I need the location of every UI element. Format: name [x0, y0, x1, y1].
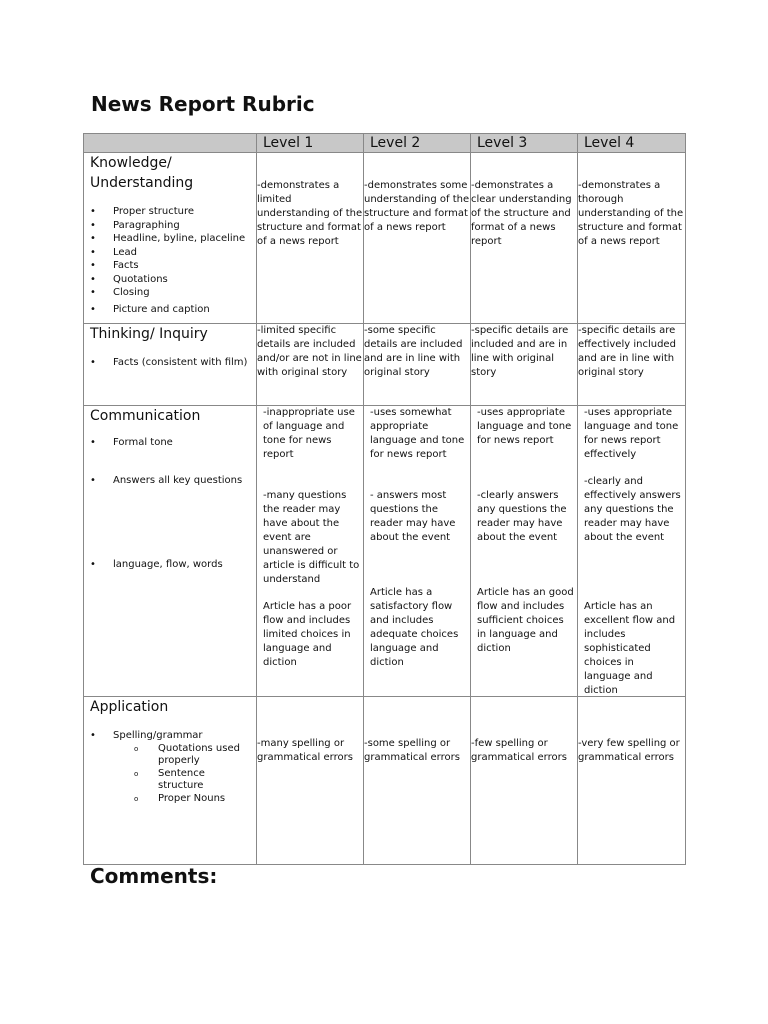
criteria-item: • Formal tone: [84, 436, 256, 450]
descriptor-text: -uses somewhat appropriate language and tone for news report: [370, 407, 465, 460]
category-cell: [84, 153, 257, 324]
criteria-item: • Quotations: [84, 273, 256, 287]
category-cell: [84, 324, 257, 406]
descriptor-cell: [471, 406, 578, 697]
descriptor-text: -inappropriate use of language and tone for news report: [263, 407, 355, 460]
criteria-item: • Proper structure: [84, 205, 256, 219]
category-title: Application: [90, 699, 169, 715]
criteria-item: • Paragraphing: [84, 219, 256, 233]
descriptor-text: Article has a satisfactory flow and includes adequate choices language and diction: [370, 587, 459, 668]
descriptor-cell: [257, 324, 364, 406]
descriptor-text: -uses appropriate language and tone for news report effectively: [584, 407, 679, 460]
category-title: Thinking/ Inquiry: [90, 326, 208, 342]
rubric-row-thinking: [84, 324, 686, 406]
criteria-list: [84, 205, 256, 316]
level-header: Level 3: [471, 134, 578, 153]
criteria-item: • Facts: [84, 259, 256, 273]
descriptor-text: -specific details are effectively included and are in line with original story: [578, 325, 676, 378]
criteria-list: [84, 436, 256, 572]
descriptor-text: -demonstrates some understanding of the structure and format of a news report: [364, 180, 470, 233]
header-row: [84, 134, 686, 153]
descriptor-text: -demonstrates a limited understanding of the structure and format of a news report: [257, 180, 363, 247]
subcriteria-item: o Sentence structure: [84, 768, 256, 793]
descriptor-text: -limited specific details are included and/or are not in line with original story: [257, 325, 362, 378]
descriptor-text: -demonstrates a thorough understanding of the structure and format of a news report: [578, 180, 684, 247]
descriptor-cell: [257, 406, 364, 697]
descriptor-cell: [578, 153, 686, 324]
subcriteria-list: [84, 743, 256, 806]
descriptor-cell: [471, 324, 578, 406]
descriptor-text: -specific details are included and are in line with original story: [471, 325, 569, 378]
header-corner: [84, 134, 257, 153]
level-header: Level 4: [578, 134, 686, 153]
criteria-item: • Answers all key questions: [84, 474, 256, 488]
descriptor-text: -very few spelling or grammatical errors: [578, 738, 680, 763]
descriptor-text: Article has a poor flow and includes limited choices in language and diction: [263, 601, 352, 668]
page-title: News Report Rubric: [91, 92, 315, 116]
criteria-list: [84, 356, 256, 370]
descriptor-cell: [364, 153, 471, 324]
descriptor-cell: [578, 324, 686, 406]
rubric-row-application: [84, 697, 686, 865]
descriptor-text: -uses appropriate language and tone for news report: [477, 407, 572, 446]
category-title: Knowledge/: [90, 155, 172, 171]
level-header: Level 2: [364, 134, 471, 153]
descriptor-cell: [257, 697, 364, 865]
descriptor-text: -clearly and effectively answers any questions the reader may have about the event: [584, 476, 681, 543]
criteria-item: • Spelling/grammar: [84, 729, 256, 743]
subcriteria-item: o Quotations used properly: [84, 743, 256, 768]
descriptor-cell: [364, 324, 471, 406]
descriptor-text: -demonstrates a clear understanding of the structure and format of a news report: [471, 180, 572, 247]
category-title: Understanding: [90, 175, 194, 191]
descriptor-text: Article has an good flow and includes sufficient choices in language and diction: [477, 587, 574, 654]
descriptor-cell: [471, 697, 578, 865]
comments-label: Comments:: [90, 864, 218, 888]
category-title: Communication: [90, 408, 201, 424]
descriptor-text: - answers most questions the reader may have about the event: [370, 490, 456, 543]
criteria-item: • Closing: [84, 286, 256, 300]
descriptor-text: -many questions the reader may have about the event are unanswered or article is difficult to understand: [263, 490, 360, 585]
rubric-row-knowledge: [84, 153, 686, 324]
criteria-item: • Lead: [84, 246, 256, 260]
rubric-row-communication: [84, 406, 686, 697]
descriptor-text: -some spelling or grammatical errors: [364, 738, 460, 763]
criteria-item: • Headline, byline, placeline: [84, 232, 256, 246]
descriptor-cell: [471, 153, 578, 324]
criteria-list: [84, 729, 256, 743]
descriptor-cell: [257, 153, 364, 324]
descriptor-cell: [364, 697, 471, 865]
descriptor-text: Article has an excellent flow and includes sophisticated choices in language and diction: [584, 601, 676, 696]
descriptor-cell: [364, 406, 471, 697]
descriptor-text: -clearly answers any questions the reader may have about the event: [477, 490, 567, 543]
descriptor-cell: [578, 406, 686, 697]
category-cell: [84, 406, 257, 697]
descriptor-text: -some specific details are included and are in line with original story: [364, 325, 463, 378]
criteria-item: • Picture and caption: [84, 303, 256, 317]
criteria-item: • Facts (consistent with film): [84, 356, 256, 370]
rubric-table: [83, 133, 686, 865]
criteria-item: • language, flow, words: [84, 558, 256, 572]
descriptor-text: -many spelling or grammatical errors: [257, 738, 353, 763]
level-header: Level 1: [257, 134, 364, 153]
descriptor-cell: [578, 697, 686, 865]
category-cell: [84, 697, 257, 865]
subcriteria-item: o Proper Nouns: [84, 793, 256, 806]
descriptor-text: -few spelling or grammatical errors: [471, 738, 567, 763]
